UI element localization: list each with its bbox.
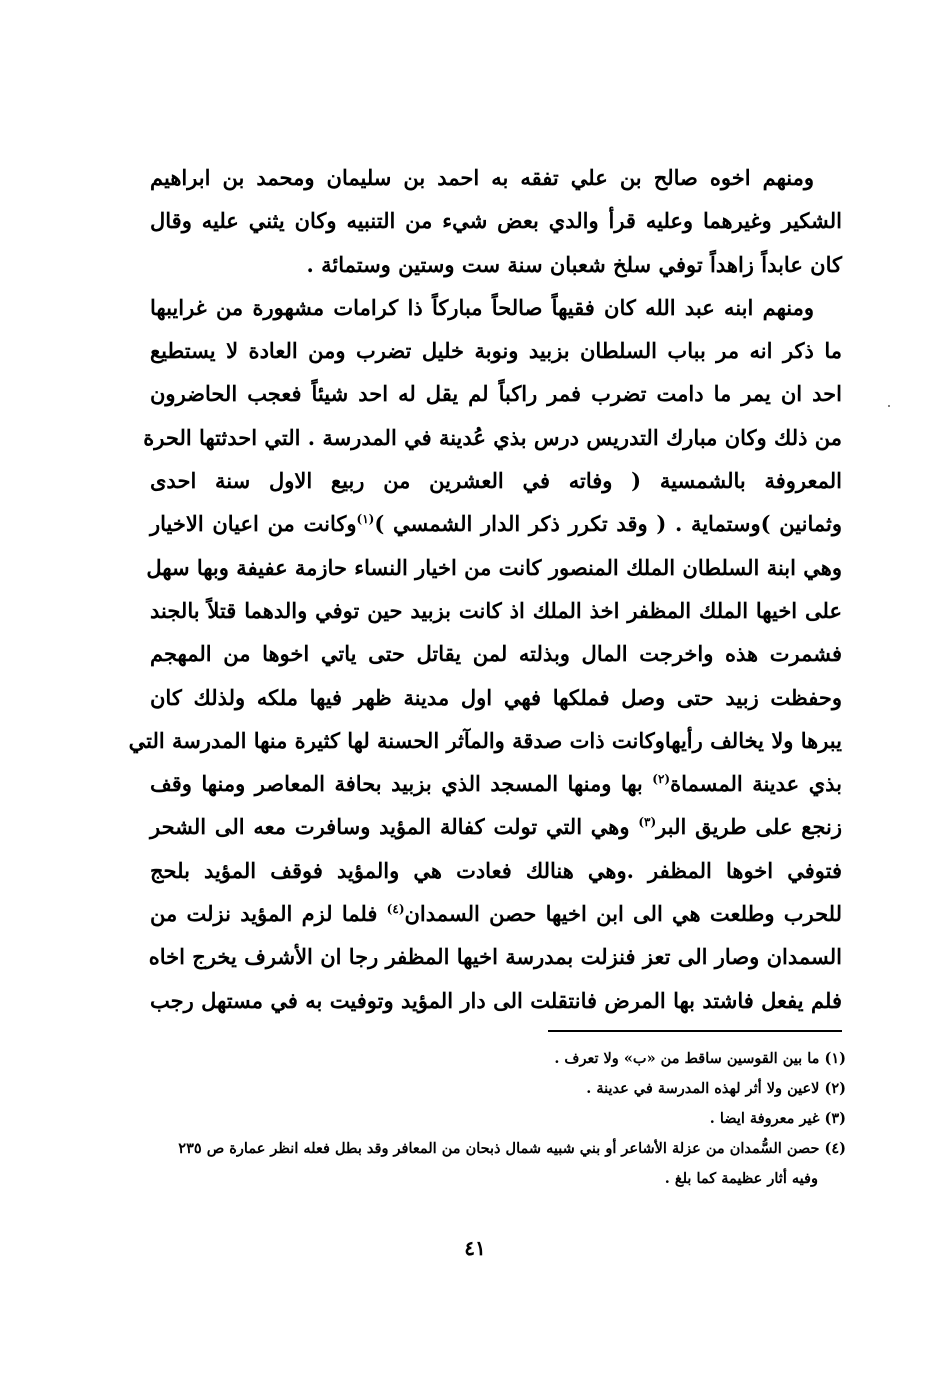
footnote-ref: (٢) (652, 772, 671, 787)
text-line: فشمرت هذه واخرجت المال وبذلته لمن يقاتل حتى ياتي اخوها من المهجم (150, 641, 842, 667)
text-line: السمدان وصار الى تعز فنزلت بمدرسة اخيها المظفر رجا ان الأشرف يخرج اخاه (148, 944, 842, 970)
text-line: كان عابداً زاهداً توفي سلخ شعبان سنة ست وستين وستمائة . (306, 251, 842, 277)
main-text (128, 156, 842, 1022)
text-line: ومنهم ابنه عبد الله كان فقيهاً صالحاً مباركاً ذا كرامات مشهورة من غرايبها (150, 294, 814, 320)
text-segment: بذي عدينة المسماة (670, 771, 842, 797)
footnote-ref: (٤) (386, 902, 405, 917)
footnote-ref: (٣) (638, 815, 657, 830)
footnote: (١) ما بين القوسين ساقط من «ب» ولا تعرف . (554, 1050, 846, 1067)
text-line: وهي ابنة السلطان الملك المنصور كانت من اخيار النساء حازمة عفيفة وبها سهل (146, 554, 842, 580)
text-line: ما ذكر انه مر بباب السلطان بزبيد ونوبة خليل تضرب ومن العادة لا يستطيع (150, 338, 842, 364)
text-segment: للحرب وطلعت هي الى ابن اخيها حصن السمدان (404, 901, 842, 927)
text-line (150, 502, 842, 545)
page-number: ٤١ (464, 1236, 486, 1260)
text-line (150, 762, 842, 805)
text-line: على اخيها الملك المظفر اخذ الملك اذ كانت بزبيد حين توفي والدهما قتلاً بالجند (150, 597, 842, 623)
footnote: (٤) حصن السُّمدان من عزلة الأشاعر أو بني شبيه شمال ذبحان من المعافر وقد بطل فعله انظر عمارة ص ٢٣٥ (178, 1140, 846, 1157)
text-segment: وهي التي تولت كفالة المؤيد وسافرت معه الى الشحر (150, 814, 630, 840)
text-line: الشكير وغيرهما وعليه قرأ والدي بعض شيء من التنبيه وكان يثني عليه وقال (150, 208, 842, 234)
footnote: (٣) غير معروفة ايضا . (709, 1110, 846, 1127)
text-segment: بها ومنها المسجد الذي بزبيد بحافة المعاصر ومنها وقف (150, 771, 643, 797)
footnote-continuation: وفيه أثار عظيمة كما بلغ . (664, 1170, 818, 1187)
footnote-ref: (١) (356, 512, 375, 527)
footnote: (٢) لاعين ولا أثر لهذه المدرسة في عدينة . (586, 1080, 846, 1097)
text-line: من ذلك وكان مبارك التدريس درس بذي عُدينة في المدرسة . التي احدثتها الحرة (143, 424, 842, 450)
text-line (150, 805, 842, 848)
text-segment: زنجع على طريق البر (656, 814, 842, 840)
text-line: احد ان يمر ما دامت تضرب فمر راكباً لم يقل له احد شيئاً فعجب الحاضرون (150, 381, 842, 407)
text-segment: وكانت من اعيان الاخيار (150, 511, 357, 537)
footnote-divider (548, 1030, 842, 1032)
text-line: فلم يفعل فاشتد بها المرض فانتقلت الى دار المؤيد وتوفيت به في مستهل رجب (150, 987, 842, 1013)
text-line (150, 892, 842, 935)
scan-speck (888, 405, 890, 407)
text-line: فتوفي اخوها المظفر .وهي هنالك فعادت هي والمؤيد فوقف المؤيد بلحج (150, 857, 842, 883)
text-line: وحفظت زبيد حتى وصل فملكها فهي اول مدينة ظهر فيها ملكه ولذلك كان (150, 684, 842, 710)
text-line: المعروفة بالشمسية ( وفاته في العشرين من ربيع الاول سنة احدى (150, 468, 842, 494)
text-line: ومنهم اخوه صالح بن علي تفقه به احمد بن سليمان ومحمد بن ابراهيم (150, 165, 814, 190)
text-segment: وثمانين )وستماية . ( وقد تكرر ذكر الدار الشمسي ) (374, 511, 842, 537)
text-line: يبرها ولا يخالف رأيهاوكانت ذات صدقة والمآثر الحسنة لها كثيرة منها المدرسة التي (128, 727, 842, 753)
text-segment: فلما لزم المؤيد نزلت من (150, 901, 378, 927)
footnotes (160, 1044, 846, 1194)
